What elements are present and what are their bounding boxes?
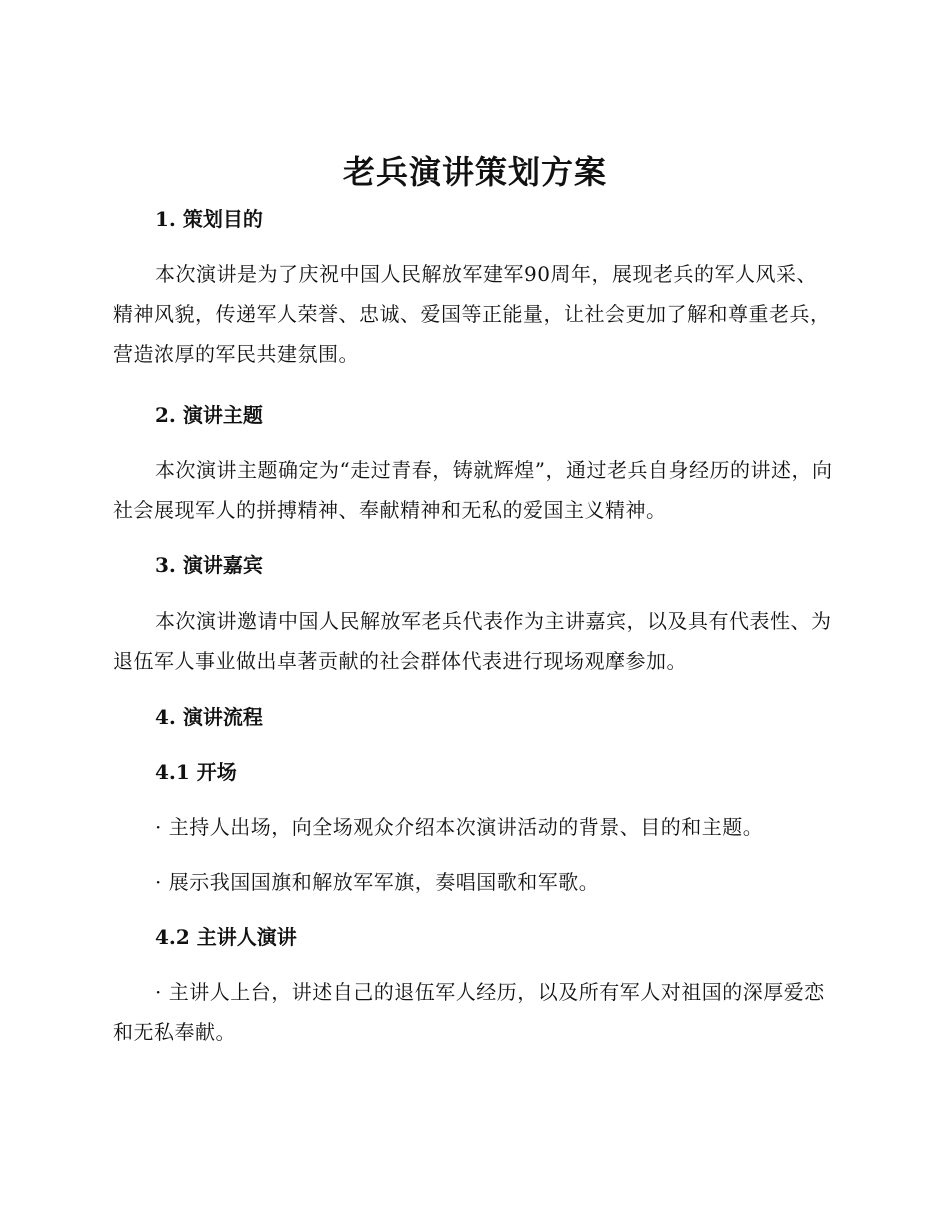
subsection-heading-opening: 4.1 开场 — [155, 760, 237, 784]
section-heading-purpose: 1. 策划目的 — [155, 207, 263, 231]
section-heading-process: 4. 演讲流程 — [155, 705, 263, 729]
list-item-opening-2: · 展示我国国旗和解放军军旗，奏唱国歌和军歌。 — [155, 870, 600, 894]
section-paragraph-guests: 本次演讲邀请中国人民解放军老兵代表作为主讲嘉宾，以及具有代表性、为退伍军人事业做出卓著贡献的社会群体代表进行现场观摩参加。 — [113, 609, 832, 673]
section-paragraph-purpose: 本次演讲是为了庆祝中国人民解放军建军90周年，展现老兵的军人风采、精神风貌，传递军人荣誉、忠诚、爱国等正能量，让社会更加了解和尊重老兵，营造浓厚的军民共建氛围。 — [113, 262, 831, 366]
list-item-speech-1: · 主讲人上台，讲述自己的退伍军人经历，以及所有军人对祖国的深厚爱恋和无私奉献。 — [113, 980, 825, 1044]
subsection-heading-speech: 4.2 主讲人演讲 — [155, 925, 297, 949]
page-title: 老兵演讲策划方案 — [342, 153, 607, 191]
list-item-opening-1: · 主持人出场，向全场观众介绍本次演讲活动的背景、目的和主题。 — [155, 815, 764, 839]
section-paragraph-theme: 本次演讲主题确定为“走过青春，铸就辉煌”，通过老兵自身经历的讲述，向社会展现军人的拼搏精神、奉献精神和无私的爱国主义精神。 — [113, 458, 833, 522]
section-heading-theme: 2. 演讲主题 — [155, 403, 263, 427]
section-heading-guests: 3. 演讲嘉宾 — [155, 553, 263, 577]
